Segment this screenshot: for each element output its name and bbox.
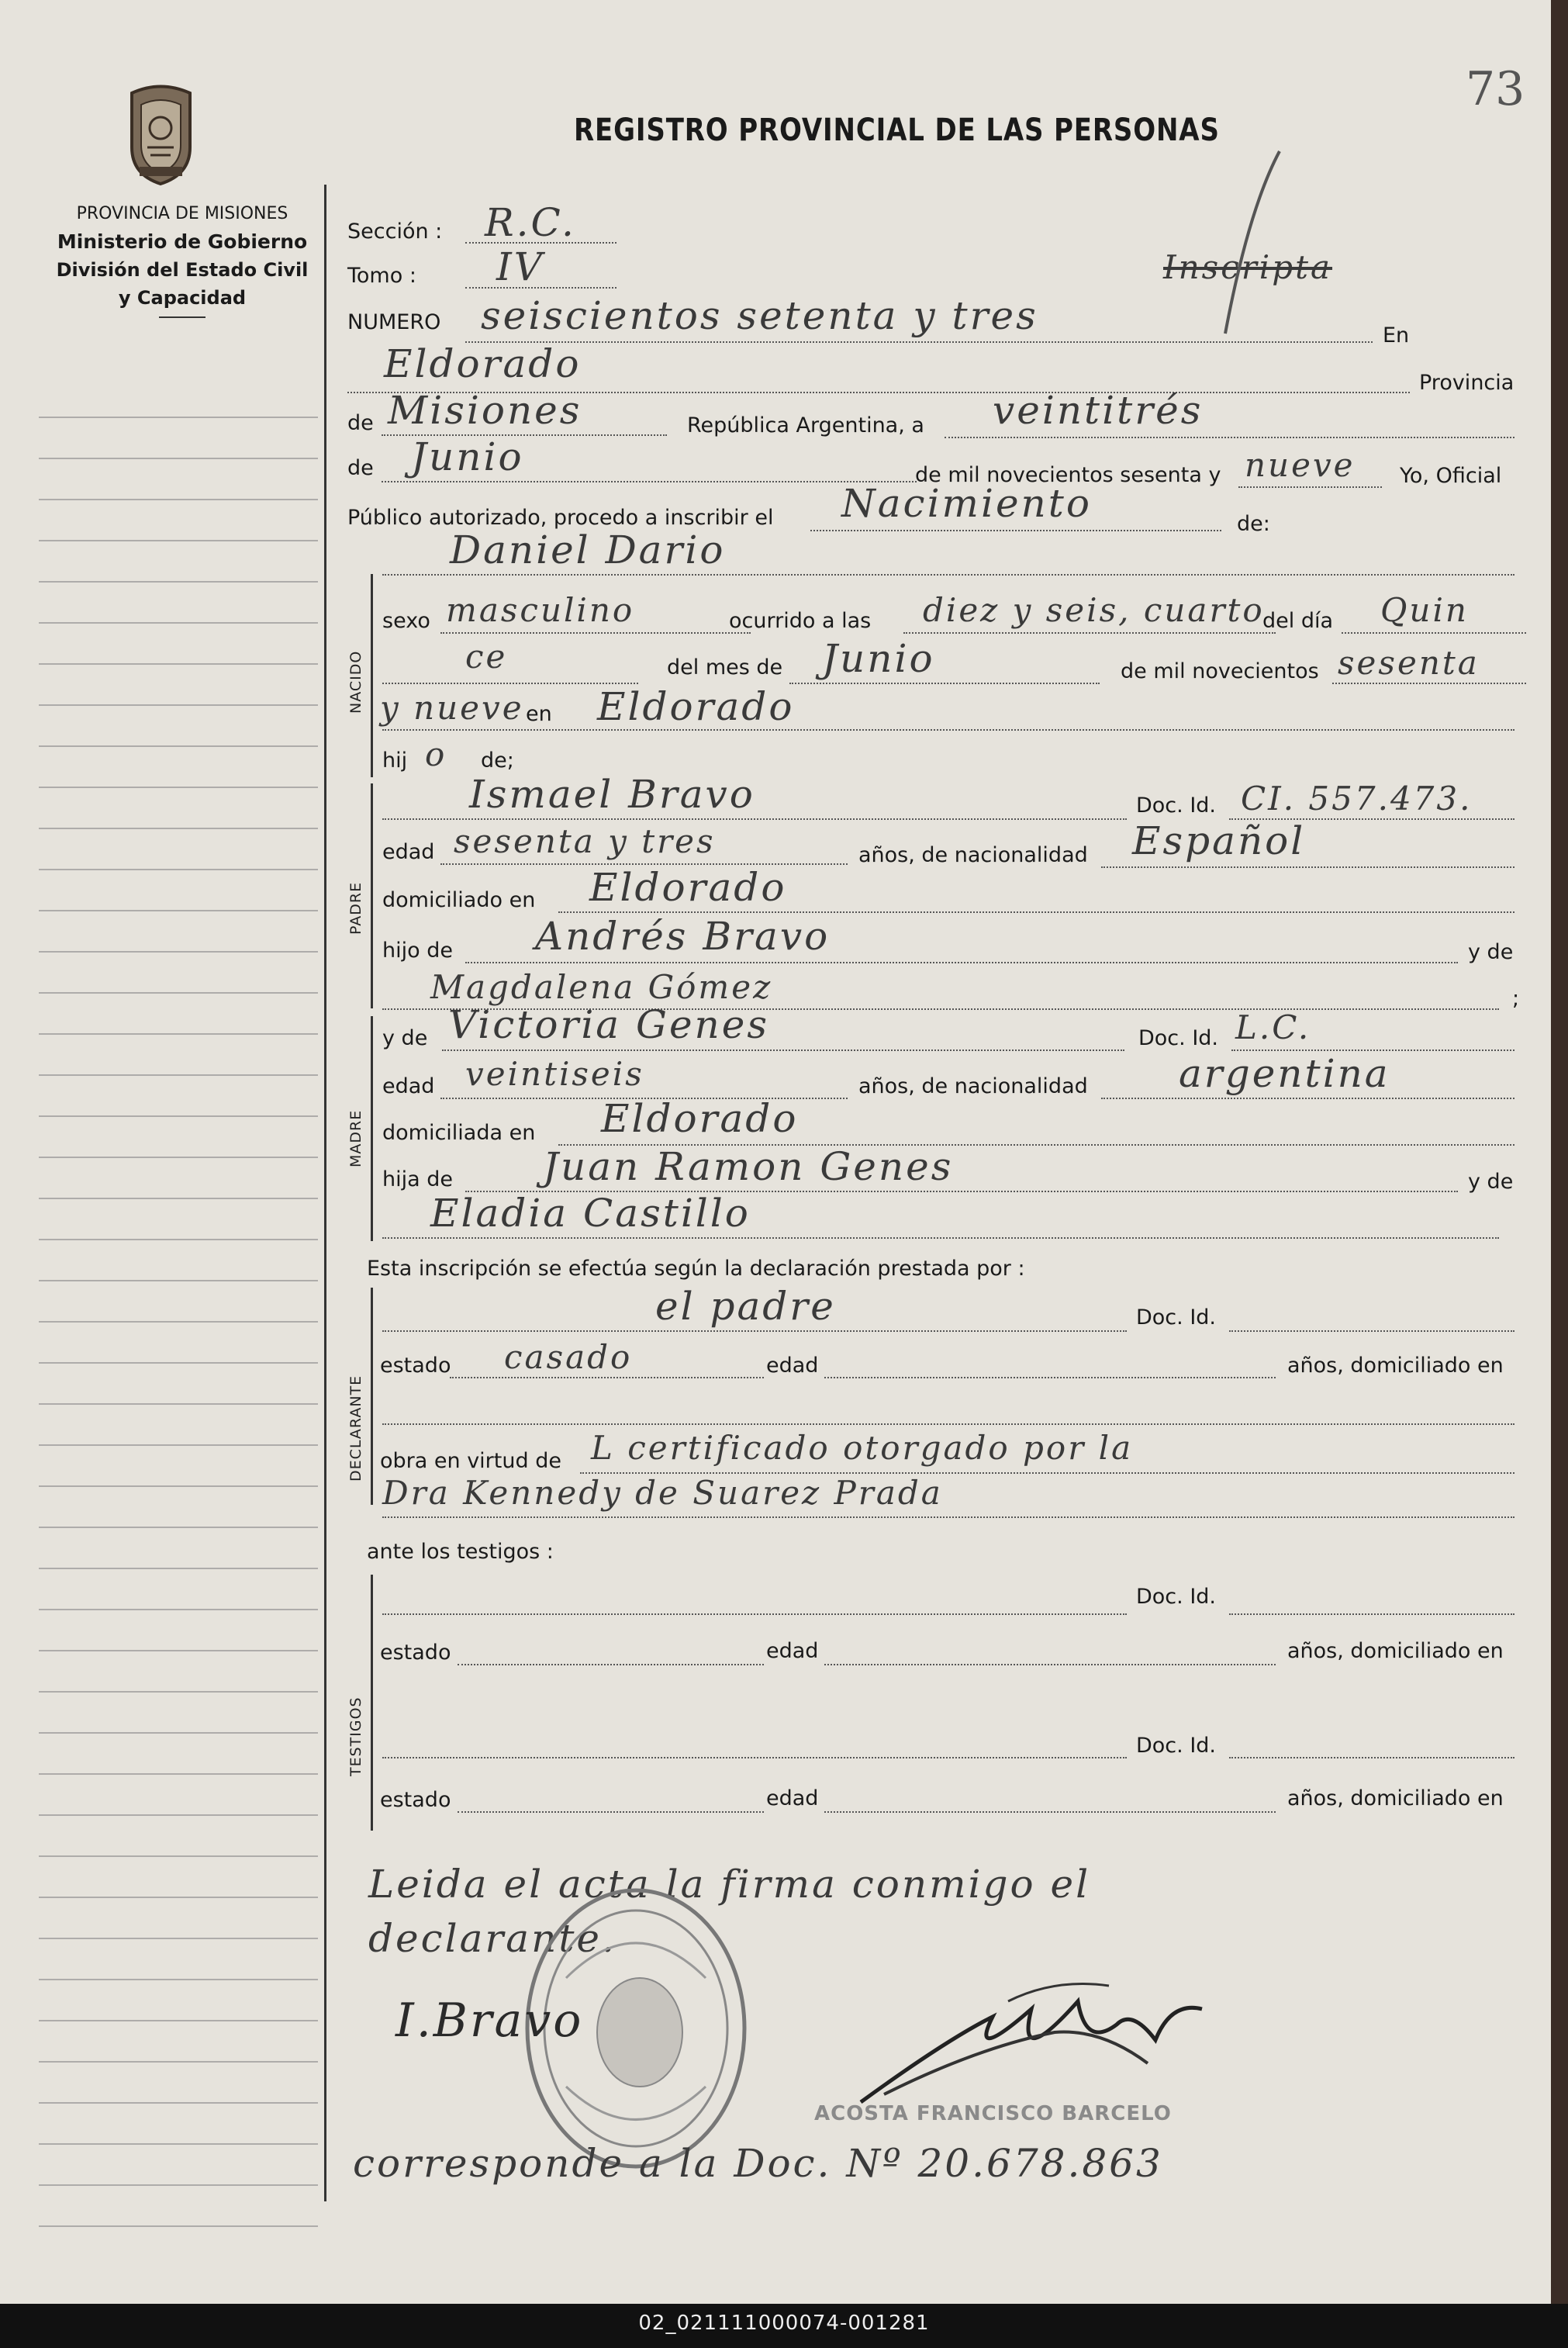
label-anos-dom: años, domiciliado en — [1287, 1639, 1504, 1663]
field-line — [824, 1377, 1276, 1378]
label-edad: edad — [766, 1639, 819, 1663]
label-de-colon: de: — [1237, 512, 1270, 536]
field-line — [458, 1664, 764, 1665]
field-line — [1229, 1330, 1514, 1332]
label-anos-nac: años, de nacionalidad — [858, 843, 1088, 867]
label-domiciliada-en: domiciliada en — [382, 1121, 536, 1145]
hw-seccion: R.C. — [485, 200, 576, 245]
margin-rule — [324, 185, 326, 2201]
bracket-nacido — [371, 574, 373, 777]
side-label-padre: PADRE — [347, 881, 364, 935]
field-line — [903, 632, 1276, 634]
label-hij: hij — [382, 749, 408, 773]
hw-lugar-nac: Eldorado — [597, 684, 795, 729]
field-line — [810, 530, 1221, 531]
field-line — [558, 911, 1514, 913]
hw-padre-edad: sesenta y tres — [454, 822, 716, 860]
hw-hij-suffix: o — [425, 735, 447, 773]
field-line — [382, 1237, 1499, 1239]
hw-padre-dom: Eldorado — [589, 865, 787, 910]
bracket-padre — [371, 783, 373, 1008]
side-label-nacido: NACIDO — [347, 650, 364, 714]
label-y-de: y de — [1468, 1170, 1514, 1194]
field-line — [442, 1050, 1124, 1051]
field-line — [1101, 1098, 1514, 1099]
label-doc-id: Doc. Id. — [1136, 1734, 1217, 1758]
label-del-mes: del mes de — [667, 655, 783, 680]
hw-dia-nac-2: ce — [465, 638, 508, 676]
hw-provincia: Misiones — [388, 388, 582, 433]
book-edge — [1551, 0, 1568, 2348]
label-y-de: y de — [382, 1026, 428, 1050]
agency-line: División del Estado Civil — [56, 259, 309, 281]
field-line — [1238, 486, 1382, 488]
field-line — [1229, 1613, 1514, 1615]
label-anos-dom: años, domiciliado en — [1287, 1786, 1504, 1810]
label-en2: en — [526, 702, 552, 726]
hw-madre-edad: veintiseis — [465, 1055, 644, 1093]
field-line — [382, 729, 1514, 731]
label-del-dia: del día — [1262, 609, 1334, 633]
field-line — [465, 341, 1373, 343]
label-ocurrido: ocurrido a las — [729, 609, 872, 633]
hw-obra-2: Dra Kennedy de Suarez Prada — [382, 1474, 943, 1512]
label-edad: edad — [382, 1074, 435, 1098]
label-edad: edad — [766, 1786, 819, 1810]
hw-nombre: Daniel Dario — [450, 527, 726, 572]
field-line — [382, 1757, 1127, 1758]
field-line — [382, 574, 1514, 576]
label-estado: estado — [380, 1641, 451, 1665]
hw-mes-nac: Junio — [822, 636, 935, 681]
hw-sexo: masculino — [446, 591, 635, 629]
hw-anio-nac-1: sesenta — [1338, 644, 1480, 682]
side-label-madre: MADRE — [347, 1109, 364, 1167]
hw-lugar: Eldorado — [384, 341, 582, 386]
side-label-declarante: DECLARANTE — [347, 1375, 364, 1482]
hw-anio-nac-2: y nueve — [380, 689, 524, 727]
hw-nota-1: Leida el acta la firma conmigo el — [368, 1862, 1091, 1907]
label-hijo-de: hijo de — [382, 939, 453, 963]
label-doc-id: Doc. Id. — [1138, 1026, 1219, 1050]
declarant-signature: I.Bravo — [395, 1994, 584, 2048]
official-stamp: ACOSTA FRANCISCO BARCELO — [814, 2102, 1172, 2125]
label-estado: estado — [380, 1354, 451, 1378]
hw-abuela-m: Eladia Castillo — [430, 1191, 751, 1236]
hw-hora: diez y seis, cuarto — [923, 591, 1265, 629]
label-anos-nac: años, de nacionalidad — [858, 1074, 1088, 1098]
label-doc-id: Doc. Id. — [1136, 794, 1217, 818]
field-line — [382, 1613, 1127, 1615]
bracket-testigos — [371, 1575, 373, 1831]
side-label-testigos: TESTIGOS — [347, 1696, 364, 1776]
hw-declarante-estado: casado — [504, 1338, 633, 1376]
label-publico: Público autorizado, procedo a inscribir el — [347, 506, 774, 530]
label-en: En — [1383, 323, 1410, 348]
label-obra: obra en virtud de — [380, 1449, 561, 1473]
hw-anio: nueve — [1245, 446, 1356, 484]
field-line — [945, 437, 1514, 438]
hw-dia: veintitrés — [993, 388, 1204, 433]
field-line — [450, 1377, 764, 1378]
file-id: 02_021111000074-001281 — [638, 2312, 930, 2335]
document-title: REGISTRO PROVINCIAL DE LAS PERSONAS — [574, 112, 1220, 148]
field-line — [382, 1516, 1514, 1518]
label-republica: República Argentina, a — [687, 413, 924, 437]
label-yo-oficial: Yo, Oficial — [1400, 464, 1502, 488]
field-line — [789, 683, 1100, 684]
label-tomo: Tomo : — [347, 264, 416, 288]
hw-numero: seiscientos setenta y tres — [481, 293, 1038, 338]
label-estado: estado — [380, 1788, 451, 1812]
margin-lines — [39, 377, 318, 2239]
label-doc-id: Doc. Id. — [1136, 1305, 1217, 1330]
hw-madre-doc: L.C. — [1235, 1008, 1311, 1046]
agency-block — [31, 200, 333, 318]
hw-abuelo-p: Andrés Bravo — [535, 914, 831, 959]
label-de: de — [347, 456, 374, 480]
hw-cancelled-note: Inscripta — [1163, 248, 1333, 286]
label-seccion: Sección : — [347, 220, 443, 244]
hw-madre-nac: argentina — [1179, 1051, 1390, 1096]
label-provincia: Provincia — [1419, 371, 1514, 395]
bracket-declarante — [371, 1288, 373, 1505]
field-line — [824, 1811, 1276, 1813]
hw-padre-nac: Español — [1132, 818, 1306, 863]
label-doc-id: Doc. Id. — [1136, 1585, 1217, 1609]
label-testigos: ante los testigos : — [367, 1540, 554, 1564]
field-line — [465, 962, 1458, 963]
label-de: de — [347, 411, 374, 435]
hw-padre-nombre: Ismael Bravo — [469, 772, 755, 817]
field-line — [1342, 632, 1526, 634]
hw-madre-dom: Eldorado — [601, 1096, 799, 1141]
label-edad: edad — [382, 840, 435, 864]
hw-declarante: el padre — [655, 1284, 836, 1329]
label-y-de: y de — [1468, 940, 1514, 964]
label-semicolon: ; — [1512, 987, 1520, 1011]
agency-line: y Capacidad — [118, 287, 247, 309]
bracket-madre — [371, 1016, 373, 1241]
label-de-mil2: de mil novecientos — [1121, 659, 1319, 683]
hw-padre-doc: CI. 557.473. — [1241, 780, 1473, 818]
hw-correspondencia: corresponde a la Doc. Nº 20.678.863 — [353, 2141, 1163, 2186]
field-line — [382, 481, 917, 482]
hw-mes: Junio — [411, 434, 524, 479]
label-sexo: sexo — [382, 609, 430, 633]
field-line — [1229, 1757, 1514, 1758]
label-edad: edad — [766, 1354, 819, 1378]
divider — [159, 316, 205, 318]
hw-dia-nac-1: Quin — [1380, 591, 1469, 629]
label-hija-de: hija de — [382, 1167, 453, 1191]
field-line — [382, 1330, 1127, 1332]
hw-abuelo-m: Juan Ramon Genes — [543, 1144, 954, 1189]
field-line — [1101, 866, 1514, 868]
hw-madre-nombre: Victoria Genes — [448, 1002, 769, 1047]
field-line — [382, 1423, 1514, 1425]
agency-line: PROVINCIA DE MISIONES — [76, 204, 288, 223]
hw-abuela-p: Magdalena Gómez — [430, 968, 773, 1006]
hw-nota-2: declarante. — [368, 1916, 616, 1961]
label-domiciliado-en: domiciliado en — [382, 888, 536, 912]
cancel-stroke-icon — [1194, 147, 1287, 349]
label-inscripcion: Esta inscripción se efectúa según la declaración prestada por : — [367, 1257, 1025, 1281]
field-line — [1332, 683, 1526, 684]
hw-obra-1: L certificado otorgado por la — [591, 1429, 1134, 1467]
field-line — [382, 818, 1127, 820]
hw-tomo: IV — [496, 244, 544, 289]
page-number: 73 — [1466, 62, 1525, 116]
hw-acto: Nacimiento — [841, 481, 1092, 526]
label-anos-dom: años, domiciliado en — [1287, 1354, 1504, 1378]
official-signature-icon — [853, 1955, 1210, 2110]
provincial-crest-icon — [124, 81, 198, 186]
field-line — [824, 1664, 1276, 1665]
label-de-mil: de mil novecientos sesenta y — [915, 463, 1221, 487]
field-line — [440, 632, 751, 634]
label-de-semi: de; — [481, 749, 514, 773]
agency-line: Ministerio de Gobierno — [57, 230, 308, 253]
field-line — [458, 1811, 764, 1813]
label-numero: NUMERO — [347, 310, 441, 334]
